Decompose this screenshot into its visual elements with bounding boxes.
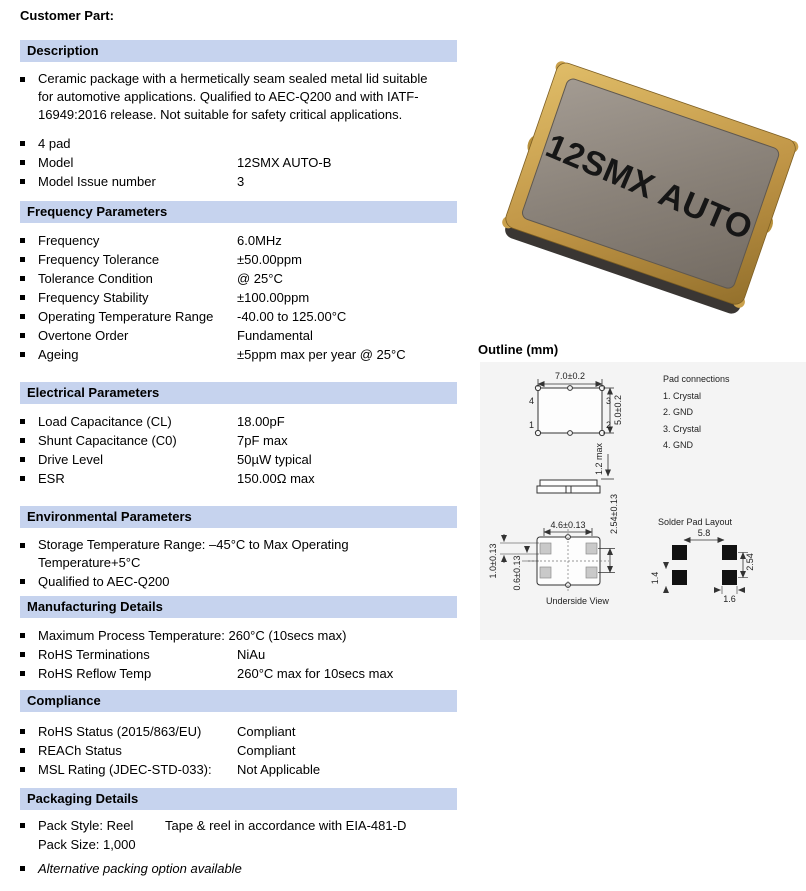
bullet-icon [20,134,38,153]
bullet-icon [20,572,38,591]
param-row [20,760,457,779]
param-value: 50µW typical [237,452,312,467]
dim-underside-pad: 1.0±0.13 [488,543,498,579]
section-title: Electrical Parameters [20,382,457,404]
bullet-icon [20,412,38,431]
param-value: Fundamental [237,328,313,343]
solder-pad-layout-title: Solder Pad Layout [658,517,733,527]
param-label: Overtone Order [38,328,129,343]
env-row [20,536,457,572]
section-description [20,40,457,191]
bullet-icon [20,231,38,250]
bullet-icon [20,760,38,779]
param-row [20,412,457,431]
section-compliance [20,690,457,779]
param-row [20,269,457,288]
pad-connections-title: Pad connections [663,374,730,384]
param-label: Ageing [38,347,79,362]
param-value: 150.00Ω max [237,471,315,486]
pad-connection-2: 2. GND [663,407,694,417]
spec-column [20,8,457,878]
param-value: 12SMX AUTO-B [237,155,332,170]
param-row [20,172,457,191]
pad-connection-4: 4. GND [663,440,694,450]
pack-size: Pack Size: 1,000 [38,837,136,852]
section-title: Frequency Parameters [20,201,457,223]
param-row [20,250,457,269]
pad-count: 4 pad [38,136,71,151]
param-row [20,741,457,760]
bullet-icon [20,250,38,269]
param-value: Compliant [237,743,296,758]
param-value: NiAu [237,647,266,662]
param-label: RoHS Terminations [38,647,150,662]
param-label: Model Issue number [38,174,156,189]
pin-1-label: 1 [528,420,534,430]
section-packaging [20,788,457,878]
param-row [20,450,457,469]
manufacturing-line-row [20,626,457,645]
dim-underside-width: 4.6±0.13 [550,520,586,530]
param-row [20,431,457,450]
pad-count-row [20,134,457,153]
section-title: Environmental Parameters [20,506,457,528]
env-row [20,572,457,591]
param-row [20,288,457,307]
param-row [20,231,457,250]
dim-top-height: 5.0±0.2 [613,395,623,425]
section-manufacturing [20,596,457,683]
pack-style: Pack Style: Reel [38,818,134,833]
section-title: Compliance [20,690,457,712]
bullet-icon [20,307,38,326]
bullet-icon [20,816,38,835]
dim-side-height: 1.2 max [594,442,604,476]
bullet-icon [20,431,38,450]
param-label: Frequency Tolerance [38,252,160,267]
param-value: ±50.00ppm [237,252,302,267]
pin-3-label: 3 [606,396,612,406]
param-value: 3 [237,174,245,189]
param-row [20,469,457,488]
outline-drawing-svg [480,362,806,640]
pad-connection-3: 3. Crystal [663,424,702,434]
param-row [20,326,457,345]
param-value: ±5ppm max per year @ 25°C [237,347,406,362]
bullet-icon [20,626,38,645]
chip-marking-text: 12SMX AUTO [540,126,759,248]
section-title: Packaging Details [20,788,457,810]
param-label: Frequency Stability [38,290,149,305]
param-row [20,153,457,172]
param-label: Tolerance Condition [38,271,153,286]
param-row [20,307,457,326]
bullet-icon [20,536,38,572]
env-text: Storage Temperature Range: –45°C to Max Operating Temperature+5°C [38,537,349,570]
manufacturing-line: Maximum Process Temperature: 260°C (10secs max) [38,628,347,643]
param-label: MSL Rating (JDEC-STD-033): [38,762,212,777]
dim-solder-pitch: 2.54 [745,553,755,571]
param-label: Frequency [38,233,100,248]
param-label: RoHS Reflow Temp [38,666,152,681]
param-label: Drive Level [38,452,104,467]
section-environmental [20,506,457,591]
param-value: -40.00 to 125.00°C [237,309,347,324]
packing-note-row [20,859,457,878]
pack-style-value: Tape & reel in accordance with EIA-481-D [165,818,407,833]
outline-title: Outline (mm) [478,342,559,357]
param-value: ±100.00ppm [237,290,310,305]
param-label: ESR [38,471,65,486]
outline-drawing [480,362,806,640]
pack-style-row [20,816,457,835]
pin-4-label: 4 [528,396,534,406]
pin-2-label: 2 [606,420,612,430]
bullet-icon [20,153,38,172]
product-photo [495,60,806,322]
param-value: @ 25°C [237,271,283,286]
dim-top-width: 7.0±0.2 [555,371,585,381]
param-value: 6.0MHz [237,233,282,248]
param-value: 18.00pF [237,414,285,429]
bullet-icon [20,664,38,683]
param-label: RoHS Status (2015/863/EU) [38,724,202,739]
section-frequency [20,201,457,364]
param-row [20,664,457,683]
dim-solder-pad-width: 1.6 [723,594,736,604]
param-value: 7pF max [237,433,288,448]
description-text: Ceramic package with a hermetically seam sealed metal lid suitable for automotive applications. Qualified to AEC-Q200 and with IATF-16949:2016 release. Not suitable for safety critical applications. [38,71,428,122]
dim-underside-pitch: 2.54±0.13 [609,494,619,534]
bullet-icon [20,469,38,488]
bullet-icon [20,345,38,364]
spacer [20,835,38,854]
bullet-icon [20,172,38,191]
dim-solder-spacing: 5.8 [697,528,711,538]
param-value: 260°C max for 10secs max [237,666,394,681]
param-row [20,722,457,741]
customer-part-label: Customer Part: [20,8,114,23]
section-title: Manufacturing Details [20,596,457,618]
bullet-icon [20,269,38,288]
pad-connection-1: 1. Crystal [663,391,702,401]
param-row [20,645,457,664]
param-row [20,345,457,364]
crystal-package-image [495,60,806,322]
description-paragraph-row [20,70,457,124]
param-label: Operating Temperature Range [38,309,214,324]
pack-size-row [20,835,457,854]
param-label: Model [38,155,74,170]
packing-note: Alternative packing option available [38,861,242,876]
bullet-icon [20,722,38,741]
bullet-icon [20,326,38,345]
bullet-icon [20,450,38,469]
param-label: Shunt Capacitance (C0) [38,433,177,448]
param-value: Not Applicable [237,762,321,777]
param-label: Load Capacitance (CL) [38,414,172,429]
param-label: REACh Status [38,743,122,758]
bullet-icon [20,741,38,760]
bullet-icon [20,70,38,124]
dim-underside-offset: 0.6±0.13 [512,555,522,591]
param-value: Compliant [237,724,296,739]
dim-solder-pad-height: 1.4 [650,571,660,585]
bullet-icon [20,859,38,878]
env-text: Qualified to AEC-Q200 [38,574,170,589]
bullet-icon [20,645,38,664]
section-title: Description [20,40,457,62]
bullet-icon [20,288,38,307]
section-electrical [20,382,457,488]
underside-view-label: Underside View [546,596,609,606]
